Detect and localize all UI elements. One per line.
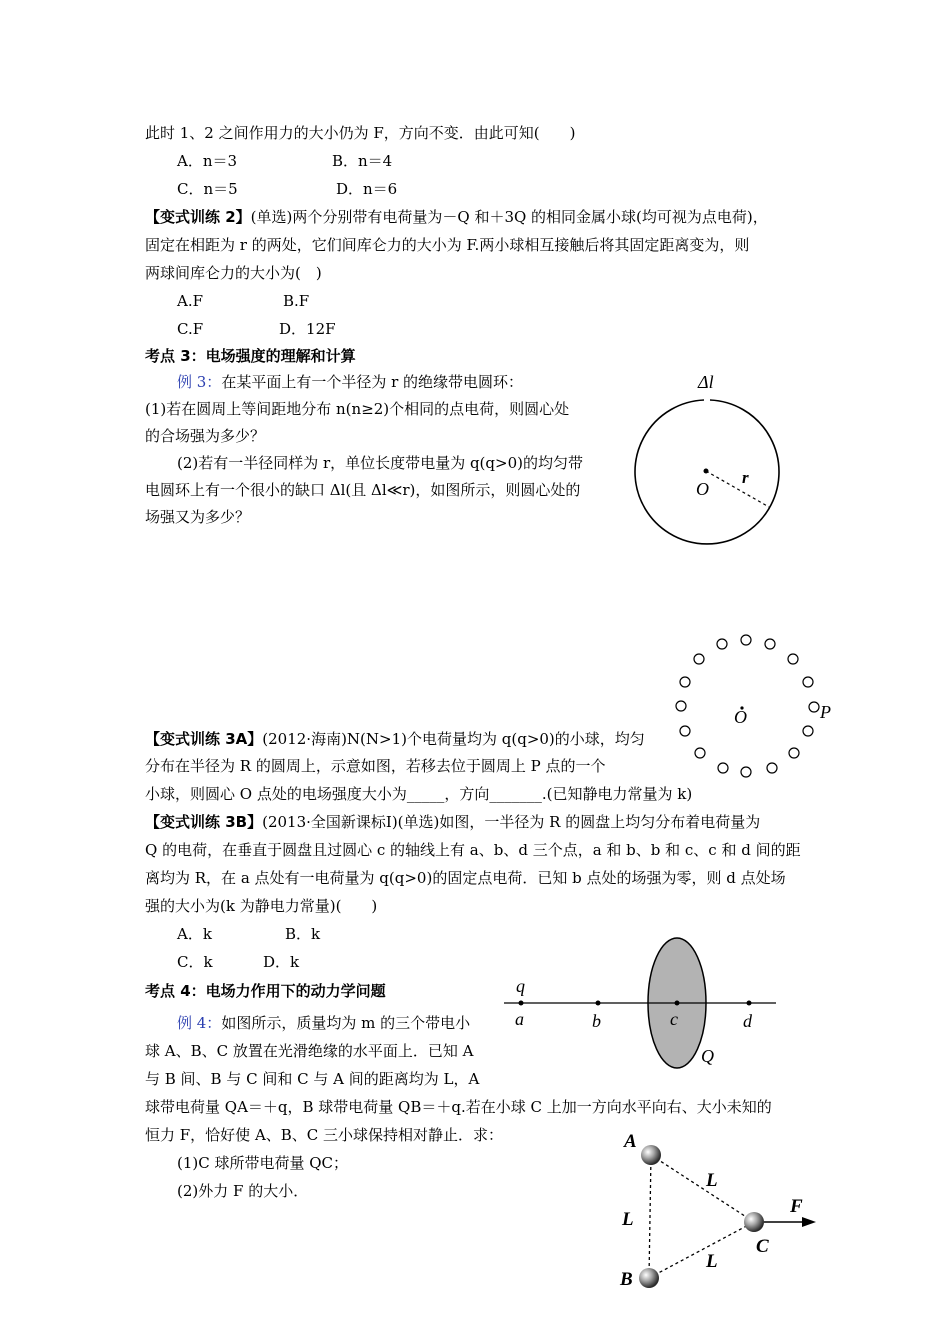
section-heading: 考点 3：电场强度的理解和计算 xyxy=(145,347,356,365)
label-b: b xyxy=(592,1011,601,1031)
text-line: Q 的电荷，在垂直于圆盘且过圆心 c 的轴线上有 a、b、d 三个点，a 和 b、b 和 c、c 和 d 间的距 xyxy=(145,841,801,859)
text-line: 球 A、B、C 放置在光滑绝缘的水平面上．已知 A xyxy=(145,1042,474,1060)
text-line xyxy=(145,812,760,832)
center-label: O xyxy=(696,479,709,499)
text-line xyxy=(177,1013,470,1033)
text-span: (2012·海南)N(N>1)个电荷量均为 q(q>0)的小球，均匀 xyxy=(262,730,645,748)
option-c: C.F xyxy=(177,320,204,338)
option-b: B．n＝4 xyxy=(332,152,393,170)
option-d: D．k xyxy=(263,953,300,971)
ball-c xyxy=(744,1212,764,1232)
charges-figure xyxy=(670,628,840,783)
label-a: a xyxy=(515,1009,524,1029)
text-line xyxy=(145,729,645,749)
charge-ball xyxy=(803,677,813,687)
text-line xyxy=(145,207,768,227)
side-ab xyxy=(649,1155,651,1278)
charge-ball xyxy=(694,654,704,664)
text-line: 球带电荷量 QA＝＋q，B 球带电荷量 QB＝＋q.若在小球 C 上加一方向水平向右、大小未知的 xyxy=(145,1098,772,1116)
text-span: (单选)两个分别带有电荷量为－Q 和＋3Q 的相同金属小球(均可视为点电荷)， xyxy=(250,208,768,226)
radius-line xyxy=(706,471,769,507)
arrow-head xyxy=(802,1217,816,1227)
charge-ball xyxy=(680,677,690,687)
text-line: 固定在相距为 r 的两处，它们间库仑力的大小为 F.两小球相互接触后将其固定距离变为，则 xyxy=(145,236,750,254)
charge-ball xyxy=(803,726,813,736)
triangle-figure xyxy=(610,1122,840,1297)
point-c xyxy=(675,1001,680,1006)
point-label: P xyxy=(820,702,831,722)
text-span: 如图所示，质量均为 m 的三个带电小 xyxy=(221,1014,471,1032)
charge-ball xyxy=(789,748,799,758)
text-line: (1)若在圆周上等间距地分布 n(n≥2)个相同的点电荷，则圆心处 xyxy=(145,400,570,418)
side-ac xyxy=(651,1155,754,1222)
option-d: D．12F xyxy=(279,320,336,338)
exercise-tag: 【变式训练 3B】 xyxy=(145,813,263,831)
charge-ball xyxy=(741,767,751,777)
exercise-tag: 【变式训练 3A】 xyxy=(145,730,263,748)
text-line: 分布在半径为 R 的圆周上，示意如图，若移去位于圆周上 P 点的一个 xyxy=(145,757,606,775)
text-line: 恒力 F，恰好使 A、B、C 三小球保持相对静止．求： xyxy=(145,1126,504,1144)
example-tag: 例 4： xyxy=(177,1014,222,1032)
side-label: L xyxy=(622,1209,634,1230)
option-b: B．k xyxy=(285,925,321,943)
charge-ball xyxy=(695,748,705,758)
point-a xyxy=(519,1001,524,1006)
example-tag: 例 3： xyxy=(177,373,222,391)
ring-figure xyxy=(628,370,788,550)
charge-ball xyxy=(676,701,686,711)
text-line: 强的大小为(k 为静电力常量)( ) xyxy=(145,897,378,915)
text-line: 的合场强为多少？ xyxy=(145,427,266,445)
charge-ball xyxy=(741,635,751,645)
charge-ball xyxy=(809,702,819,712)
text-line xyxy=(177,372,523,392)
gap-label: Δl xyxy=(698,372,714,392)
text-line: 场强又为多少？ xyxy=(145,508,251,526)
option-d: D．n＝6 xyxy=(336,180,398,198)
ball-a xyxy=(641,1145,661,1165)
option-a: A．n＝3 xyxy=(177,152,238,170)
text-line: (2)若有一半径同样为 r，单位长度带电量为 q(q>0)的均匀带 xyxy=(177,454,583,472)
charge-label: q xyxy=(516,976,525,996)
side-bc xyxy=(649,1222,754,1278)
radius-label: r xyxy=(742,468,749,487)
charge-ball xyxy=(788,654,798,664)
text-span: 在某平面上有一个半径为 r 的绝缘带电圆环： xyxy=(221,373,524,391)
center-label: O xyxy=(734,707,747,727)
text-line: (1)C 球所带电荷量 QC； xyxy=(177,1154,349,1172)
ball-b xyxy=(639,1268,659,1288)
exercise-tag: 【变式训练 2】 xyxy=(145,208,251,226)
charge-ball xyxy=(767,763,777,773)
charge-ball xyxy=(717,639,727,649)
text-line: 两球间库仑力的大小为( ) xyxy=(145,264,322,282)
text-line: 离均为 R，在 a 点处有一电荷量为 q(q>0)的固定点电荷．已知 b 点处的场强为零，则 d 点处场 xyxy=(145,869,786,887)
charge-ball xyxy=(680,726,690,736)
label-c: C xyxy=(756,1236,769,1257)
option-c: C．k xyxy=(177,953,213,971)
side-label: L xyxy=(706,1170,718,1191)
charge-ball xyxy=(765,639,775,649)
label-d: d xyxy=(743,1011,752,1031)
text-line: 小球，则圆心 O 点处的电场强度大小为_____，方向_______.(已知静电力常量为 k) xyxy=(145,785,693,803)
side-label: L xyxy=(706,1251,718,1272)
force-label: F xyxy=(790,1196,803,1217)
label-b: B xyxy=(620,1269,633,1290)
point-b xyxy=(596,1001,601,1006)
disk-figure xyxy=(498,932,783,1072)
disk-label: Q xyxy=(701,1046,714,1066)
option-b: B.F xyxy=(283,292,310,310)
label-c: c xyxy=(670,1009,678,1029)
option-a: A.F xyxy=(177,292,204,310)
text-line: 此时 1、2 之间作用力的大小仍为 F，方向不变．由此可知( ) xyxy=(145,124,576,142)
option-c: C．n＝5 xyxy=(177,180,238,198)
charge-ball xyxy=(718,763,728,773)
text-line: (2)外力 F 的大小． xyxy=(177,1182,309,1200)
section-heading: 考点 4：电场力作用下的动力学问题 xyxy=(145,982,386,1000)
label-a: A xyxy=(624,1131,637,1152)
text-line: 电圆环上有一个很小的缺口 Δl(且 Δl≪r)，如图所示，则圆心处的 xyxy=(145,481,581,499)
point-d xyxy=(747,1001,752,1006)
text-span: (2013·全国新课标Ⅰ)(单选)如图，一半径为 R 的圆盘上均匀分布着电荷量为 xyxy=(262,813,761,831)
option-a: A．k xyxy=(177,925,212,943)
text-line: 与 B 间、B 与 C 间和 C 与 A 间的距离均为 L，A xyxy=(145,1070,480,1088)
